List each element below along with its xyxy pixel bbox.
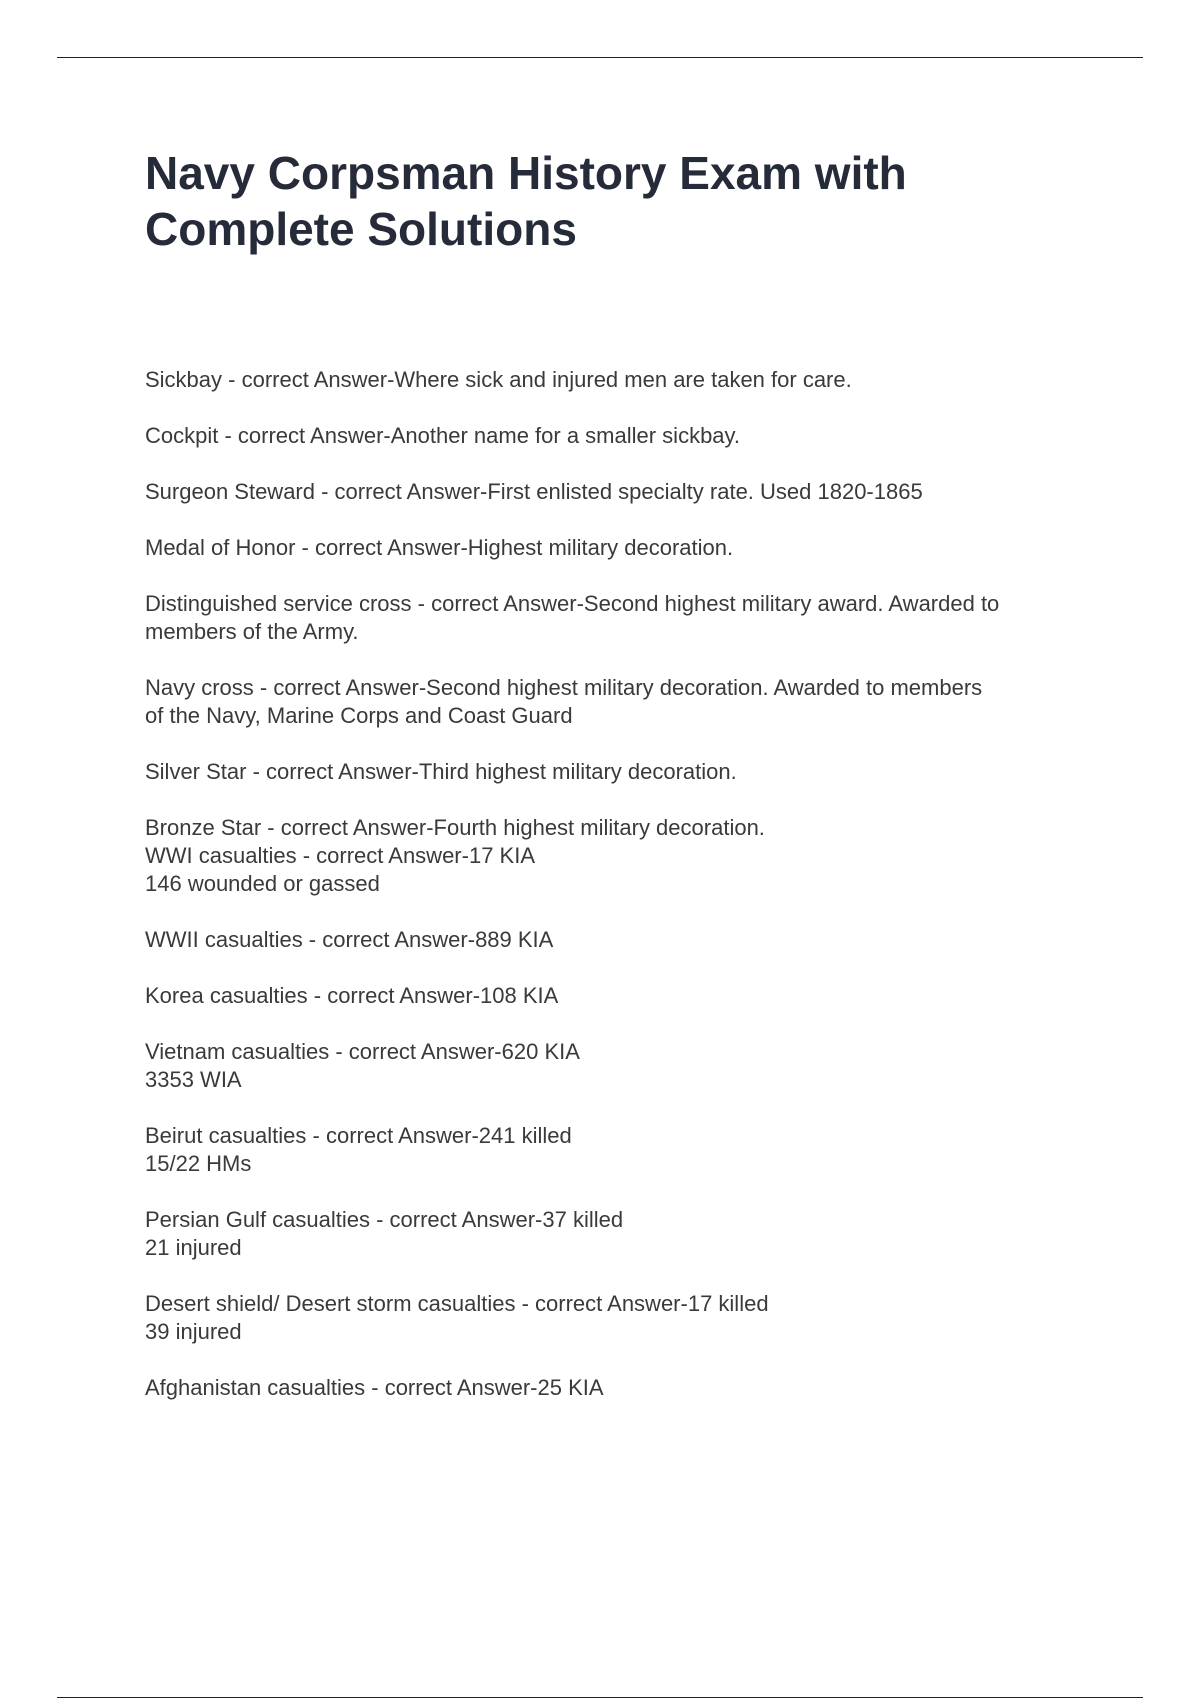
bottom-divider bbox=[57, 1697, 1143, 1698]
qa-entry-line: 15/22 HMs bbox=[145, 1151, 252, 1176]
page-title bbox=[145, 145, 1105, 257]
qa-entry-line: Desert shield/ Desert storm casualties - correct Answer-17 killed bbox=[145, 1291, 769, 1316]
qa-entry-line: 3353 WIA bbox=[145, 1067, 242, 1092]
qa-entry-line: Bronze Star - correct Answer-Fourth highest military decoration. bbox=[145, 815, 765, 840]
qa-entry-line: Silver Star - correct Answer-Third highest military decoration. bbox=[145, 759, 737, 784]
qa-entry bbox=[145, 534, 1095, 562]
qa-entry-line: of the Navy, Marine Corps and Coast Guard bbox=[145, 703, 573, 728]
qa-entry-line: Korea casualties - correct Answer-108 KIA bbox=[145, 983, 559, 1008]
qa-entry-line: Distinguished service cross - correct Answer-Second highest military award. Awarded to bbox=[145, 591, 1000, 616]
qa-entry bbox=[145, 366, 1095, 394]
qa-entry-line: Medal of Honor - correct Answer-Highest military decoration. bbox=[145, 535, 734, 560]
qa-entry bbox=[145, 1122, 1095, 1178]
qa-entry-line: Beirut casualties - correct Answer-241 killed bbox=[145, 1123, 572, 1148]
qa-entry-line: Cockpit - correct Answer-Another name for a smaller sickbay. bbox=[145, 423, 741, 448]
qa-entry bbox=[145, 478, 1095, 506]
qa-entry bbox=[145, 926, 1095, 954]
qa-entry bbox=[145, 422, 1095, 450]
qa-entry-line: Surgeon Steward - correct Answer-First enlisted specialty rate. Used 1820-1865 bbox=[145, 479, 923, 504]
qa-entry-line: 39 injured bbox=[145, 1319, 242, 1344]
qa-entry-line: Vietnam casualties - correct Answer-620 KIA bbox=[145, 1039, 580, 1064]
qa-entry-line: WWI casualties - correct Answer-17 KIA bbox=[145, 843, 535, 868]
qa-entry-line: WWII casualties - correct Answer-889 KIA bbox=[145, 927, 554, 952]
qa-entry bbox=[145, 1374, 1095, 1402]
qa-entry bbox=[145, 674, 1095, 730]
qa-entry bbox=[145, 1290, 1095, 1346]
qa-entry-line: members of the Army. bbox=[145, 619, 359, 644]
qa-entry bbox=[145, 1038, 1095, 1094]
qa-entry bbox=[145, 758, 1095, 786]
qa-entry-line: 146 wounded or gassed bbox=[145, 871, 380, 896]
qa-entry-line: Navy cross - correct Answer-Second highest military decoration. Awarded to members bbox=[145, 675, 983, 700]
qa-entry-line: Afghanistan casualties - correct Answer-25 KIA bbox=[145, 1375, 604, 1400]
qa-list bbox=[145, 366, 1095, 1430]
top-divider bbox=[57, 57, 1143, 58]
qa-entry bbox=[145, 814, 1095, 898]
qa-entry-line: 21 injured bbox=[145, 1235, 242, 1260]
qa-entry-line: Sickbay - correct Answer-Where sick and injured men are taken for care. bbox=[145, 367, 852, 392]
page-title-line: Complete Solutions bbox=[145, 203, 577, 255]
qa-entry bbox=[145, 590, 1095, 646]
qa-entry bbox=[145, 982, 1095, 1010]
qa-entry-line: Persian Gulf casualties - correct Answer-37 killed bbox=[145, 1207, 624, 1232]
page-title-line: Navy Corpsman History Exam with bbox=[145, 147, 907, 199]
qa-entry bbox=[145, 1206, 1095, 1262]
